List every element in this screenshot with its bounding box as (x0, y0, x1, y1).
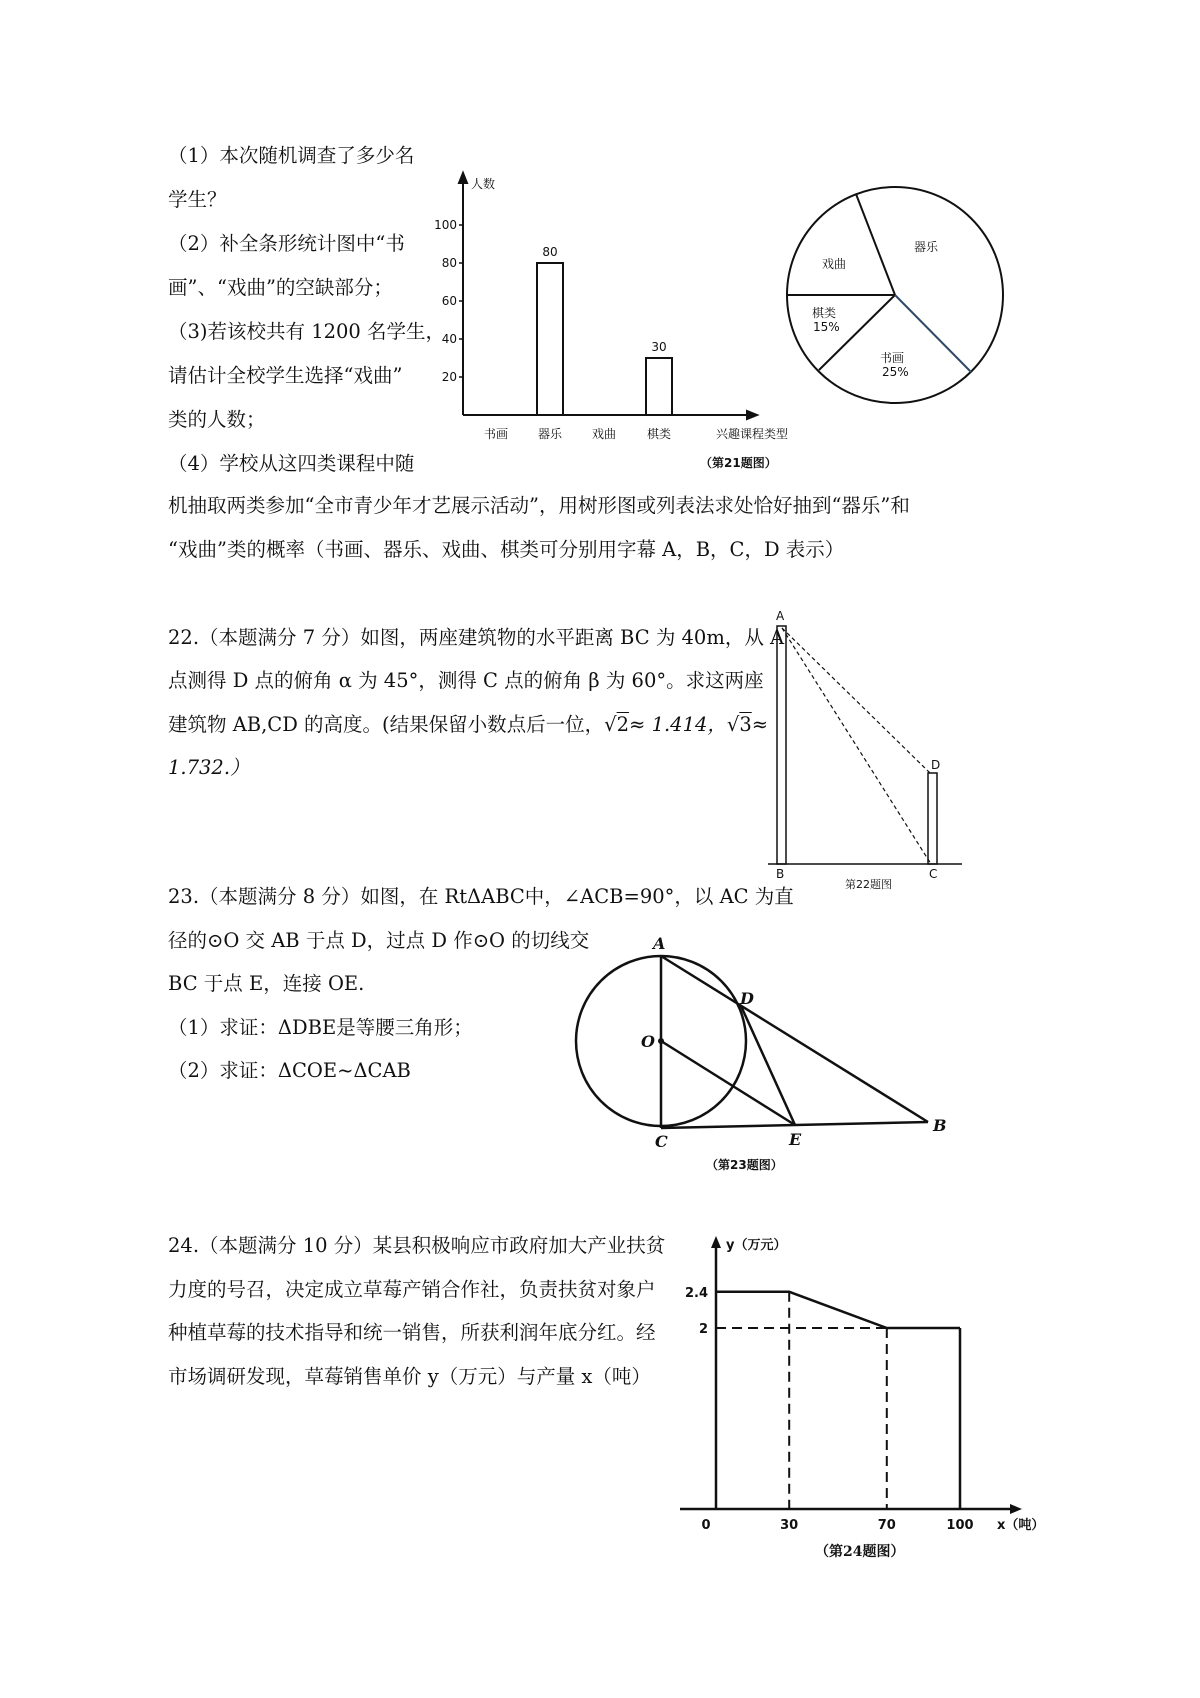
pie-label-qilei-pct: 15% (813, 320, 840, 334)
bar-x-axis-label: 兴趣课程类型 (715, 427, 789, 441)
q22-line3-text: 建筑物 AB,CD 的高度。(结果保留小数点后一位， (168, 713, 605, 736)
sqrt3-radicand: 3 (739, 713, 752, 736)
q22-label-b: B (776, 867, 785, 881)
q23-caption: （第23题图） (706, 1158, 783, 1172)
q21-text-line-5: （3)若该校共有 1200 名学生， (168, 320, 446, 343)
bar-category-label: 书画 (483, 427, 509, 441)
q22-text-line-2: 点测得 D 点的俯角 α 为 45°，测得 C 点的俯角 β 为 60°。求这两座 (168, 669, 764, 692)
q24-text-line-3: 种植草莓的技术指导和统一销售，所获利润年底分红。经 (168, 1321, 656, 1344)
q23-label-c: C (655, 1132, 668, 1151)
approx-sign-1: ≈ (629, 713, 646, 736)
q23-text-line-3: BC 于点 E，连接 OE. (168, 972, 365, 995)
pie-label-shuhua-pct: 25% (882, 365, 909, 379)
line-x-tick-label: 0 (701, 1518, 711, 1533)
q24-text-line-4: 市场调研发现，草莓销售单价 y（万元）与产量 x（吨） (168, 1365, 651, 1388)
approx-sign-2: ≈ (751, 713, 769, 736)
q23-label-d: D (740, 989, 754, 1008)
q22-label-a: A (776, 609, 785, 623)
line-y-tick-label: 2.4 (684, 1285, 708, 1301)
q23-label-a: A (653, 934, 666, 953)
sqrt2-radicand: 2 (616, 713, 630, 736)
q23-label-e: E (789, 1130, 802, 1149)
line-x-tick-label: 100 (946, 1518, 974, 1533)
q21-text-line-9: 机抽取两类参加“全市青少年才艺展示活动”，用树形图或列表法求处恰好抽到“器乐”和 (168, 494, 910, 517)
q21-text-line-1: （1）本次随机调查了多少名 (168, 144, 415, 167)
q23-text-line-4: （1）求证：ΔDBE是等腰三角形； (168, 1016, 473, 1039)
line-x-tick-label: 30 (780, 1518, 799, 1533)
bar-y-tick-label: 60 (441, 294, 457, 308)
q24-text-line-1: 24.（本题满分 10 分）某县积极响应市政府加大产业扶贫 (168, 1234, 666, 1257)
bar-y-axis-label: 人数 (471, 177, 496, 191)
sqrt2-value: 1.414， (651, 713, 727, 736)
q24-caption: （第24题图） (815, 1544, 905, 1560)
q23-label-o: O (641, 1032, 655, 1051)
bar-y-tick-label: 80 (441, 256, 457, 270)
q21-text-line-2: 学生？ (168, 188, 227, 211)
q22-text-line-1: 22.（本题满分 7 分）如图，两座建筑物的水平距离 BC 为 40m，从 A (168, 626, 785, 649)
bar-y-tick-label: 20 (441, 370, 457, 384)
bar-y-tick-label: 40 (441, 332, 457, 346)
bar-category-label: 戏曲 (591, 427, 617, 441)
q23-label-b: B (933, 1116, 947, 1135)
pie-label-xiqu: 戏曲 (822, 257, 847, 271)
q23-text-line-5: （2）求证：ΔCOE~ΔCAB (168, 1059, 411, 1082)
bar-category-label: 棋类 (646, 427, 672, 441)
q23-text-line-1: 23.（本题满分 8 分）如图，在 RtΔABC中，∠ACB=90°，以 AC 为直 (168, 885, 794, 908)
pie-label-qilei: 棋类 (812, 306, 837, 320)
bar-data-label: 80 (542, 245, 558, 259)
bar-data-label: 30 (651, 340, 667, 354)
q21-text-line-8: （4）学校从这四类课程中随 (168, 452, 415, 475)
bar-category-label: 器乐 (537, 427, 563, 441)
q22-label-c: C (929, 867, 938, 881)
line-y-tick-label: 2 (698, 1322, 708, 1337)
q21-text-line-7: 类的人数； (168, 408, 266, 431)
bar-y-tick-label: 100 (434, 218, 457, 232)
q22-text-line-4: 1.732.） (168, 756, 250, 779)
price-line (716, 1292, 960, 1328)
q23-text-line-2: 径的⊙O 交 AB 于点 D，过点 D 作⊙O 的切线交 (168, 929, 590, 952)
line-x-tick-label: 70 (877, 1518, 896, 1533)
pie-label-shuhua: 书画 (880, 351, 905, 365)
q22-caption: 第22题图 (845, 878, 892, 891)
pie-label-qiyue: 器乐 (914, 240, 939, 254)
sqrt-sign: √ (604, 713, 617, 736)
line-y-arrow (711, 1236, 721, 1248)
q22-label-d: D (931, 758, 941, 772)
line-x-arrow (1010, 1504, 1022, 1514)
line-x-axis-label: x（吨） (997, 1518, 1045, 1533)
q21-text-line-4: 画”、“戏曲”的空缺部分； (168, 276, 393, 299)
q21-text-line-3: （2）补全条形统计图中“书 (168, 232, 405, 255)
q21-bar-caption: （第21题图） (700, 456, 777, 470)
q21-text-line-6: 请估计全校学生选择“戏曲” (168, 364, 403, 387)
q24-text-line-2: 力度的号召，决定成立草莓产销合作社，负责扶贫对象户 (168, 1278, 656, 1301)
line-y-axis-label: y（万元） (726, 1238, 787, 1253)
sqrt-sign-2: √ (726, 713, 740, 736)
q21-text-line-10: “戏曲”类的概率（书画、器乐、戏曲、棋类可分别用字幕 A，B，C，D 表示） (168, 538, 845, 561)
